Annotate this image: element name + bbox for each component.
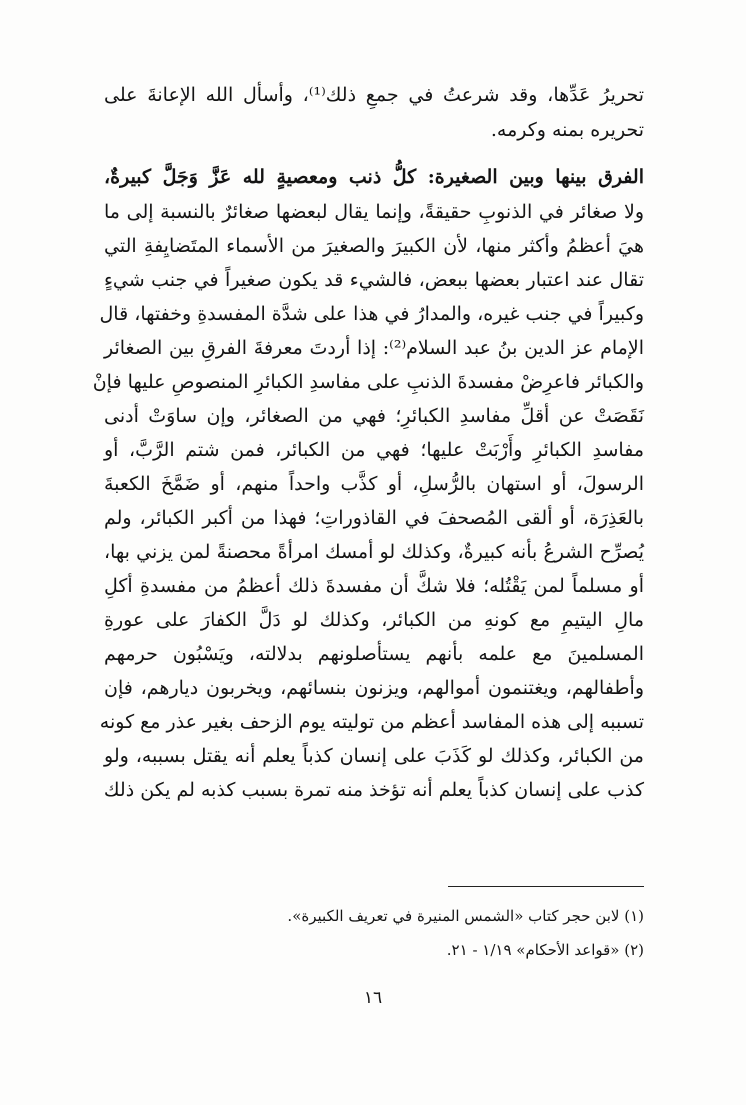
body-line-10: نَقَصَتْ عن أقلِّ مفاسدِ الكبائرِ؛ فهي من الصغائر، وإن ساوَتْ أدنى — [104, 405, 644, 427]
body-line-4: ولا صغائر في الذنوبِ حقيقةً، وإنما يقال لبعضها صغائرٌ بالنسبة إلى ما — [104, 201, 644, 223]
body-line-8: الإمام عز الدين بنُ عبد السلام⁽²⁾: إذا أردتَ معرفةَ الفرقِ بين الصغائر — [104, 337, 644, 359]
body-line-12: الرسولَ، أو استهان بالرُّسلِ، أو كذَّب واحداً منهم، أو ضَمَّخَ الكعبةَ — [104, 473, 644, 495]
footnote-1: (١) لابن حجر كتاب «الشمس المنيرة في تعريف الكبيرة». — [287, 907, 644, 925]
body-line-7: وكبيراً في جنب غيره، والمدارُ في هذا على شدَّة المفسدةِ وخفتها، قال — [99, 303, 644, 325]
body-line-16: مالِ اليتيمِ مع كونهِ من الكبائر، وكذلك لو دَلَّ الكفارَ على عورةِ — [104, 609, 644, 631]
body-line-13: بالعَذِرَة، أو ألقى المُصحفَ في القاذوراتِ؛ فهذا من أكبر الكبائر، ولم — [104, 507, 644, 529]
body-line-21: كذب على إنسان كذباً يعلم أنه تؤخذ منه تمرة بسبب كذبه لم يكن ذلك — [103, 779, 644, 801]
body-line-14: يُصرِّح الشرعُ بأنه كبيرةٌ، وكذلك لو أمسك امرأةً محصنةً لمن يزني بها، — [104, 541, 644, 563]
footnote-2: (٢) «قواعد الأحكام» ١/١٩ - ٢١. — [446, 941, 644, 959]
body-line-17: المسلمينَ مع علمه بأنهم يستأصلونهم بدلالته، ويَسْبُون حرمهم — [104, 643, 644, 665]
body-line-18: وأطفالهم، ويغتنمون أموالهم، ويزنون بنسائهم، ويخربون ديارهم، فإن — [104, 677, 644, 699]
body-line-15: أو مسلماً لمن يَقْتُله؛ فلا شكَّ أن مفسدةَ ذلك أعظمُ من مفسدةِ أكلِ — [104, 575, 644, 597]
body-line-20: من الكبائر، وكذلك لو كَذَبَ على إنسان كذباً يعلم أنه يقتل بسببه، ولو — [104, 745, 644, 767]
body-line-9: والكبائر فاعرِضْ مفسدةَ الذنبِ على مفاسدِ الكبائرِ المنصوصِ عليها فإنْ — [92, 371, 644, 393]
body-line-11: مفاسدِ الكبائرِ وأَرْبَتْ عليها؛ فهي من الكبائر، فمن شتم الرَّبَّ، أو — [104, 439, 644, 461]
page-number: ١٦ — [363, 988, 383, 1008]
body-line-1: تحريرُ عَدِّها، وقد شرعتُ في جمعِ ذلك⁽¹⁾، وأسأل الله الإعانةَ على — [104, 84, 644, 106]
body-line-6: تقال عند اعتبار بعضها ببعض، فالشيء قد يكون صغيراً في جنب شيءٍ — [104, 269, 644, 291]
footnote-divider — [448, 886, 644, 887]
body-line-19: تسببه إلى هذه المفاسد أعظم من توليته يوم الزحف بغير عذر مع كونه — [99, 711, 644, 733]
body-line-2: تحريره بمنه وكرمه. — [490, 119, 644, 141]
body-line-5: هيَ أعظمُ وأكثر منها، لأن الكبيرَ والصغيرَ من الأسماء المتَضايِفةِ التي — [104, 235, 644, 257]
section-heading-line: الفرق بينها وبين الصغيرة: كلُّ ذنب ومعصيةٍ لله عَزَّ وَجَلَّ كبيرةٌ، — [104, 166, 644, 188]
